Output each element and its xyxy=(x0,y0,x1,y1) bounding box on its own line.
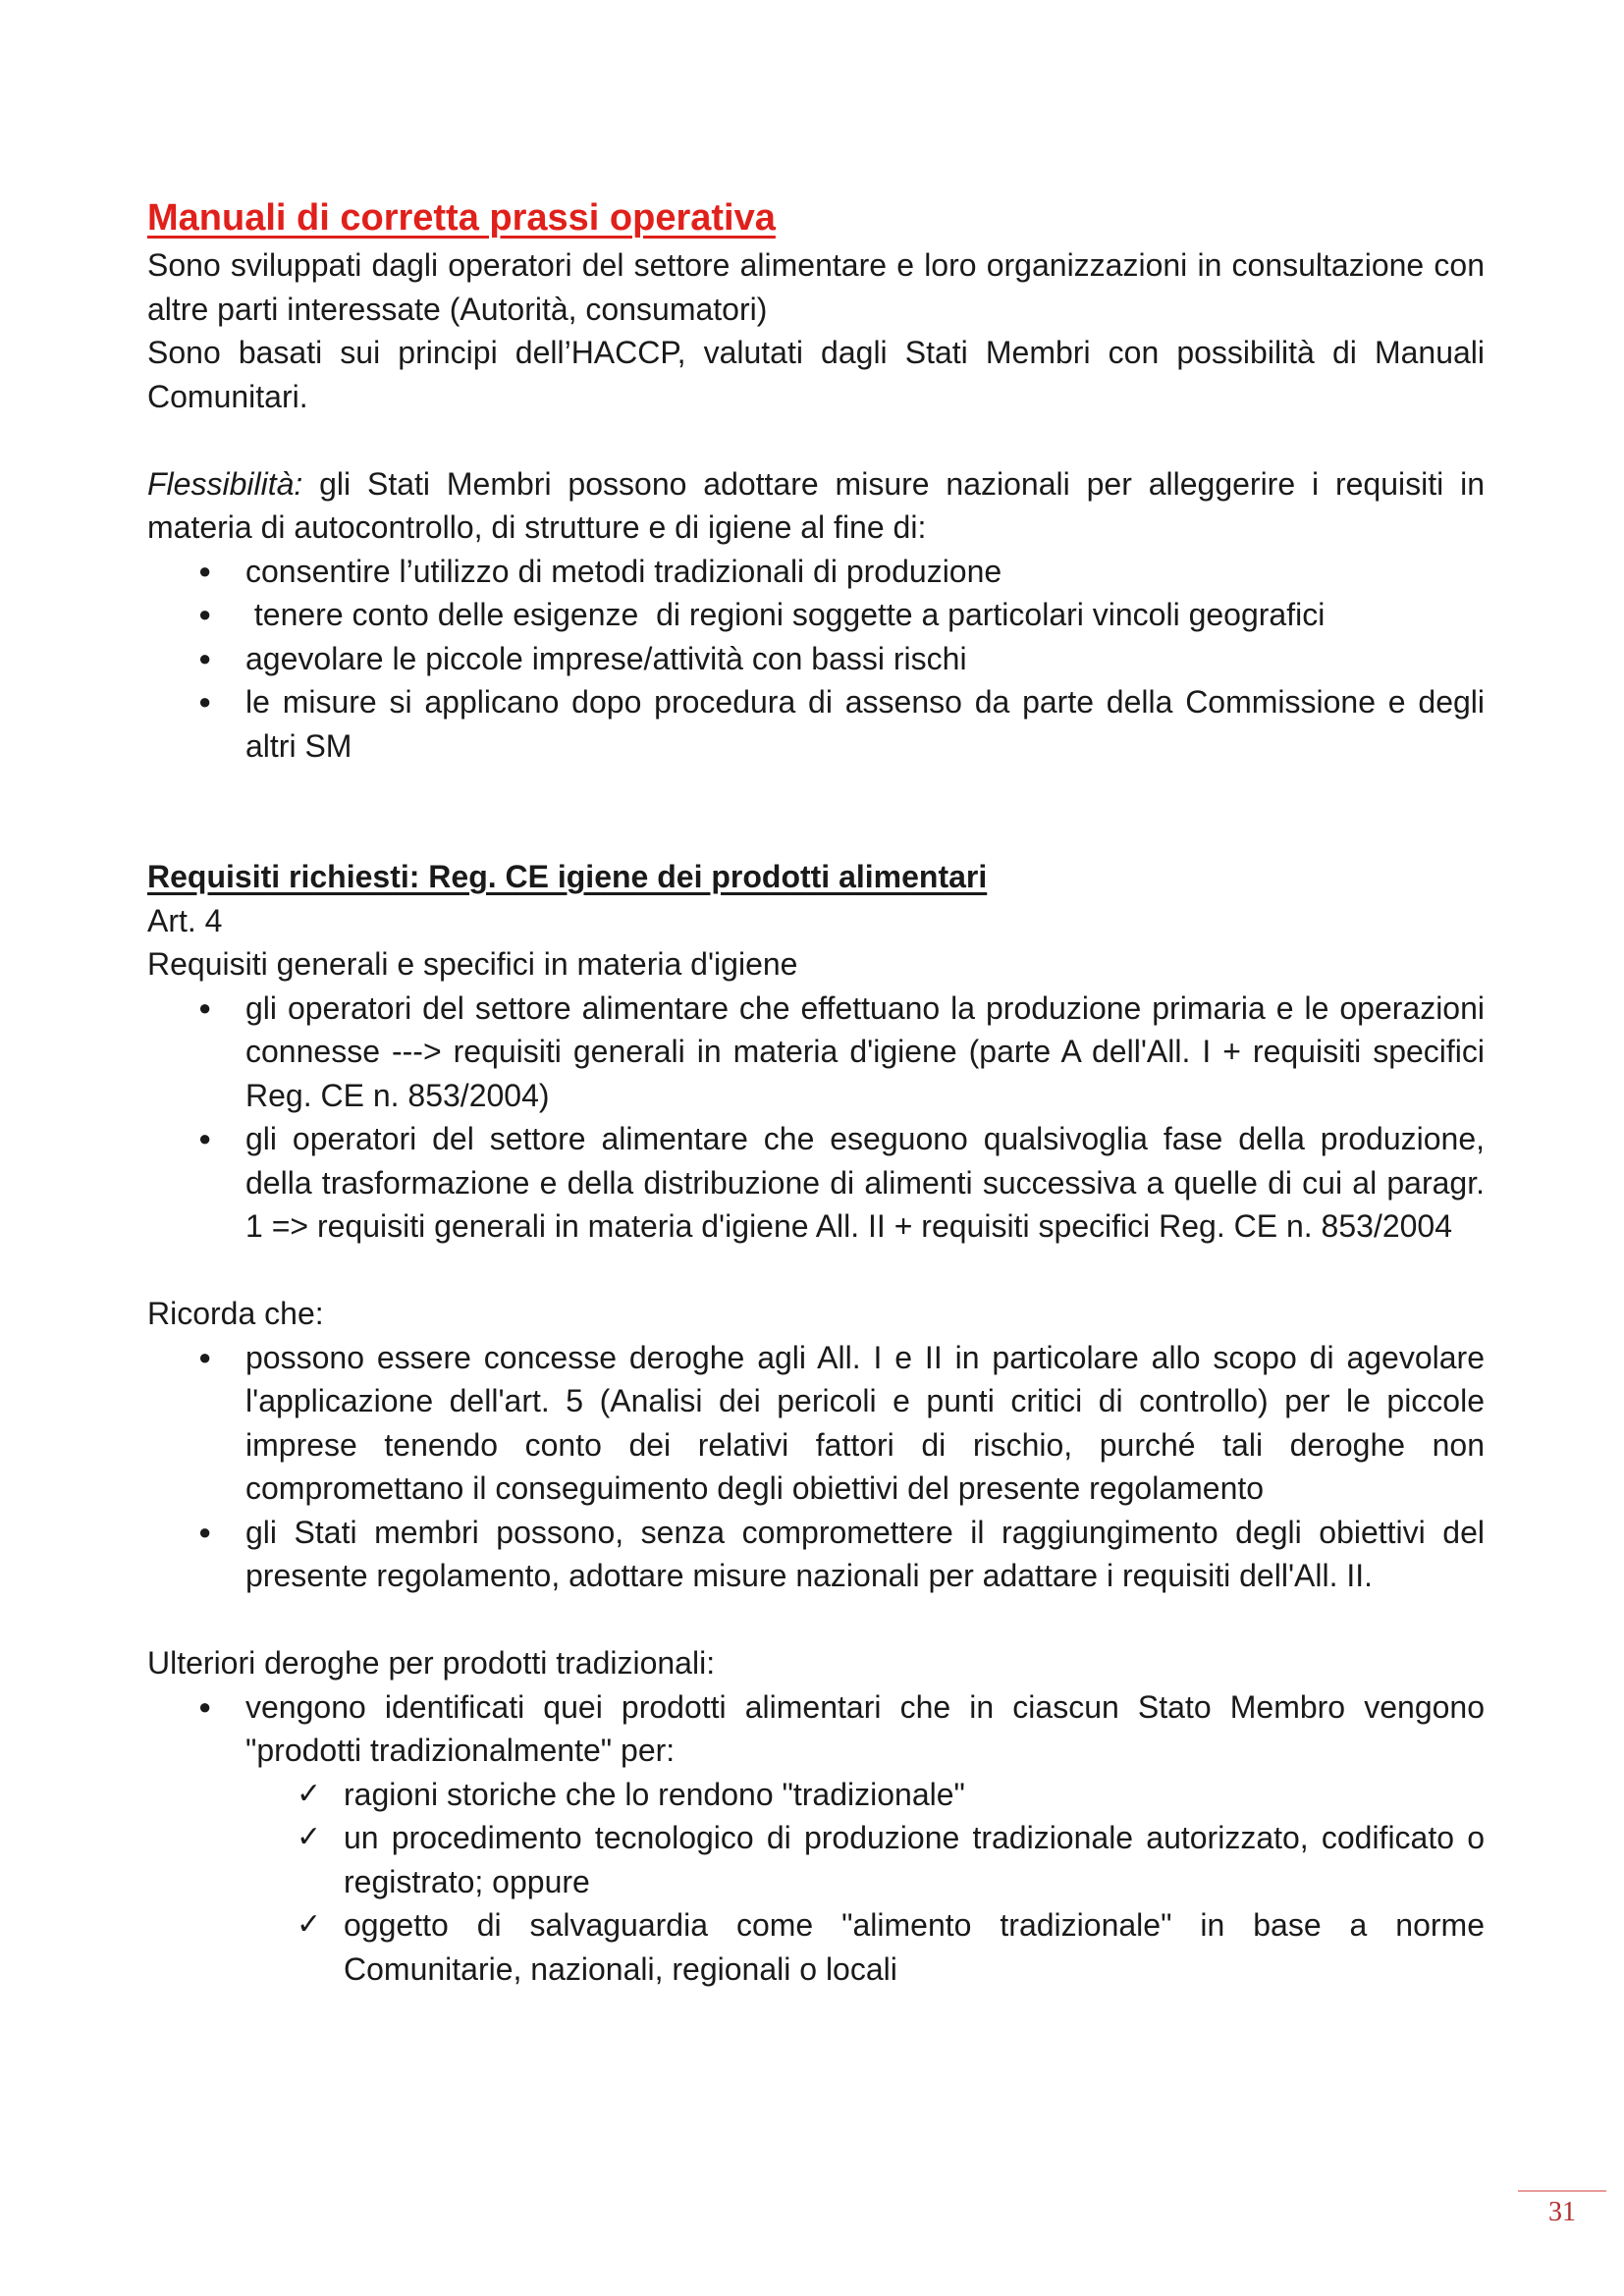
bullet-icon: ● xyxy=(198,689,212,714)
flessibilita-text: gli Stati Membri possono adottare misure nazionali per alleggerire i requisiti in materia di autocontrollo, di strutture e di igiene al fine di: xyxy=(147,465,1485,545)
bullet-icon: ● xyxy=(198,558,212,583)
flessibilita-list xyxy=(147,550,1485,769)
ulteriori-list xyxy=(147,1685,1485,1773)
bullet-icon: ● xyxy=(198,1126,212,1150)
flessibilita-label: Flessibilità: xyxy=(147,465,303,502)
article-label: Art. 4 xyxy=(147,902,223,938)
bullet-icon: ● xyxy=(198,1693,212,1719)
bullet-icon: ● xyxy=(198,994,212,1020)
ulteriori-label: Ulteriori deroghe per prodotti tradizionali: xyxy=(147,1645,716,1681)
section-title-manuali: Manuali di corretta prassi operativa xyxy=(147,197,776,239)
bullet-icon: ● xyxy=(198,645,212,670)
paragraph-flessibilita xyxy=(147,462,1485,550)
list-item: ● gli operatori del settore alimentare che eseguono qualsivoglia fase della produzione, della trasformazione e della distribuzione di alimenti successiva a quelle di cui al paragr. 1 => requisiti generali in materia d'igiene All. II + requisiti specifici Reg. CE n. 853/2004 xyxy=(147,1117,1485,1249)
paragraph-sviluppati: Sono sviluppati dagli operatori del settore alimentare e loro organizzazioni in consultazione con altre parti interessate (Autorità, consumatori) xyxy=(147,247,1485,327)
list-item: ● agevolare le piccole imprese/attività con bassi rischi xyxy=(147,637,1485,681)
list-item: ● consentire l’utilizzo di metodi tradizionali di produzione xyxy=(147,550,1485,594)
list-item: ● tenere conto delle esigenze di regioni soggette a particolari vincoli geografici xyxy=(147,593,1485,637)
list-item: ● vengono identificati quei prodotti alimentari che in ciascun Stato Membro vengono "prodotti tradizionalmente" per: xyxy=(147,1685,1485,1773)
spacer xyxy=(147,1598,1485,1642)
spacer xyxy=(147,768,1485,855)
document-page xyxy=(147,192,1485,1991)
spacer xyxy=(147,418,1485,462)
list-item: ● possono essere concesse deroghe agli All. I e II in particolare allo scopo di agevolare l'applicazione dell'art. 5 (Analisi dei pericoli e punti critici di controllo) per le piccole imprese tenendo conto dei relativi fattori di rischio, purché tali deroghe non compromettano il conseguimento degli obiettivi del presente regolamento xyxy=(147,1336,1485,1511)
footer-divider xyxy=(1518,2190,1606,2192)
bullet-icon: ● xyxy=(198,1519,212,1544)
check-item: ✓ oggetto di salvaguardia come "alimento tradizionale" in base a norme Comunitarie, nazionali, regionali o locali xyxy=(147,1903,1485,1991)
list-item: ● le misure si applicano dopo procedura di assenso da parte della Commissione e degli altri SM xyxy=(147,680,1485,768)
section-title-requisiti: Requisiti richiesti: Reg. CE igiene dei prodotti alimentari xyxy=(147,859,988,894)
checkmark-icon: ✓ xyxy=(297,1908,322,1941)
checkmark-icon: ✓ xyxy=(297,1821,322,1853)
requisiti-list xyxy=(147,987,1485,1249)
checklist xyxy=(147,1773,1485,1992)
bullet-icon: ● xyxy=(198,1344,212,1369)
check-item: ✓ un procedimento tecnologico di produzione tradizionale autorizzato, codificato o registrato; oppure xyxy=(147,1816,1485,1903)
spacer xyxy=(147,1249,1485,1293)
check-item: ✓ ragioni storiche che lo rendono "tradizionale" xyxy=(147,1773,1485,1817)
list-item: ● gli operatori del settore alimentare che effettuano la produzione primaria e le operazioni connesse ---> requisiti generali in materia d'igiene (parte A dell'All. I + requisiti specifici Reg. CE n. 853/2004) xyxy=(147,987,1485,1118)
ricorda-label: Ricorda che: xyxy=(147,1296,324,1331)
page-number: 31 xyxy=(1548,2197,1576,2227)
paragraph-basati: Sono basati sui principi dell’HACCP, valutati dagli Stati Membri con possibilità di Manuali Comunitari. xyxy=(147,335,1485,414)
list-item: ● gli Stati membri possono, senza compromettere il raggiungimento degli obiettivi del presente regolamento, adottare misure nazionali per adattare i requisiti dell'All. II. xyxy=(147,1511,1485,1598)
checkmark-icon: ✓ xyxy=(297,1777,322,1810)
bullet-icon: ● xyxy=(198,602,212,626)
requisiti-subtitle: Requisiti generali e specifici in materia d'igiene xyxy=(147,946,798,982)
ricorda-list xyxy=(147,1336,1485,1598)
